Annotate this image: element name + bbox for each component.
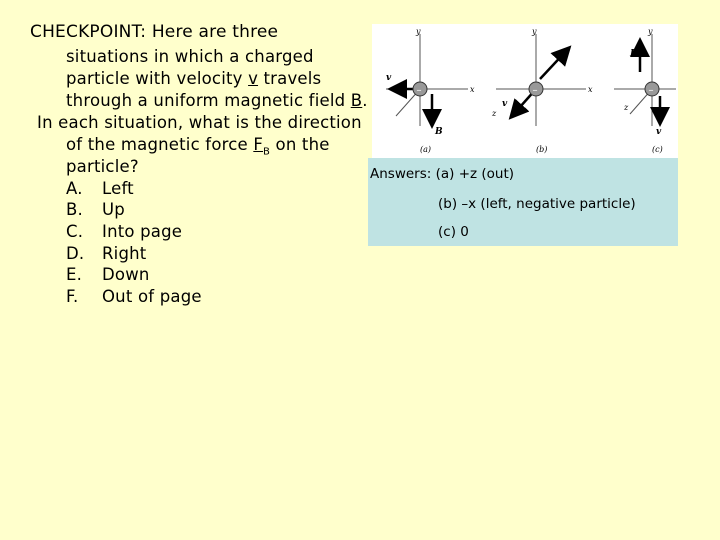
charge-sign-a: – xyxy=(416,85,422,96)
option-text: Right xyxy=(102,244,147,263)
option-letter: E. xyxy=(66,265,83,284)
panel-label-b: (b) xyxy=(536,145,548,154)
panel-a xyxy=(386,27,475,154)
option-text: Up xyxy=(102,200,125,219)
option-letter: B. xyxy=(66,200,83,219)
option-letter: D. xyxy=(66,244,85,263)
panel-c xyxy=(614,27,676,154)
option-letter: C. xyxy=(66,222,84,241)
field-label-c: B xyxy=(630,49,638,59)
option-b[interactable] xyxy=(66,200,125,219)
charge-sign-c: – xyxy=(648,85,654,96)
field-label-a: B xyxy=(435,127,443,137)
prompt-line-2: particle with velocity v travels xyxy=(66,69,322,88)
figure-svg xyxy=(372,24,678,158)
prompt-line-3: through a uniform magnetic field B. xyxy=(66,91,368,110)
option-text: Left xyxy=(102,179,134,198)
axis-y-label-c: y xyxy=(648,27,653,36)
answers-box xyxy=(368,158,678,246)
force-symbol: $F_B$ xyxy=(253,135,271,158)
axis-x-label-a: x xyxy=(470,85,475,94)
option-e[interactable] xyxy=(66,265,150,284)
panel-label-c: (c) xyxy=(652,145,663,154)
option-text: Into page xyxy=(102,222,183,241)
field-label-b: B xyxy=(558,53,566,63)
velocity-label-a: v xyxy=(386,73,392,83)
option-text: Out of page xyxy=(102,287,202,306)
axis-z-label-b: z xyxy=(492,109,497,118)
option-text: Down xyxy=(102,265,150,284)
option-letter: F. xyxy=(66,287,79,306)
option-d[interactable] xyxy=(66,244,146,263)
answers-label: Answers: xyxy=(370,166,432,182)
option-letter: A. xyxy=(66,179,83,198)
axis-x-label-b: x xyxy=(588,85,593,94)
prompt-line-1: situations in which a charged xyxy=(66,47,314,66)
axis-y-label-a: y xyxy=(416,27,421,36)
answer-a: (a) +z (out) xyxy=(435,166,515,182)
panel-b xyxy=(491,27,593,154)
question-line-3: particle? xyxy=(66,157,139,176)
question-line-1: In each situation, what is the direction xyxy=(37,113,362,132)
option-f[interactable] xyxy=(66,287,202,306)
title-line xyxy=(30,22,278,42)
velocity-label-c: v xyxy=(656,127,662,137)
question-line-2-post: on the xyxy=(270,135,330,154)
force-subscript: B xyxy=(263,146,271,158)
magnetic-force-figure xyxy=(372,24,678,158)
option-a[interactable] xyxy=(66,179,134,198)
checkpoint-title: CHECKPOINT xyxy=(30,22,141,42)
intro-text: : Here are three xyxy=(140,22,279,42)
question-line-2 xyxy=(66,135,330,157)
velocity-label-b: v xyxy=(502,99,508,109)
answer-c: (c) 0 xyxy=(438,224,469,240)
axis-y-label-b: y xyxy=(532,27,537,36)
answer-b: (b) –x (left, negative particle) xyxy=(438,196,636,212)
panel-label-a: (a) xyxy=(420,145,432,154)
axis-z-label-c: z xyxy=(624,103,629,112)
answer-line-a xyxy=(370,166,514,182)
charge-sign-b: – xyxy=(532,85,538,96)
question-line-2-pre: of the magnetic force xyxy=(66,135,254,154)
option-c[interactable] xyxy=(66,222,182,241)
